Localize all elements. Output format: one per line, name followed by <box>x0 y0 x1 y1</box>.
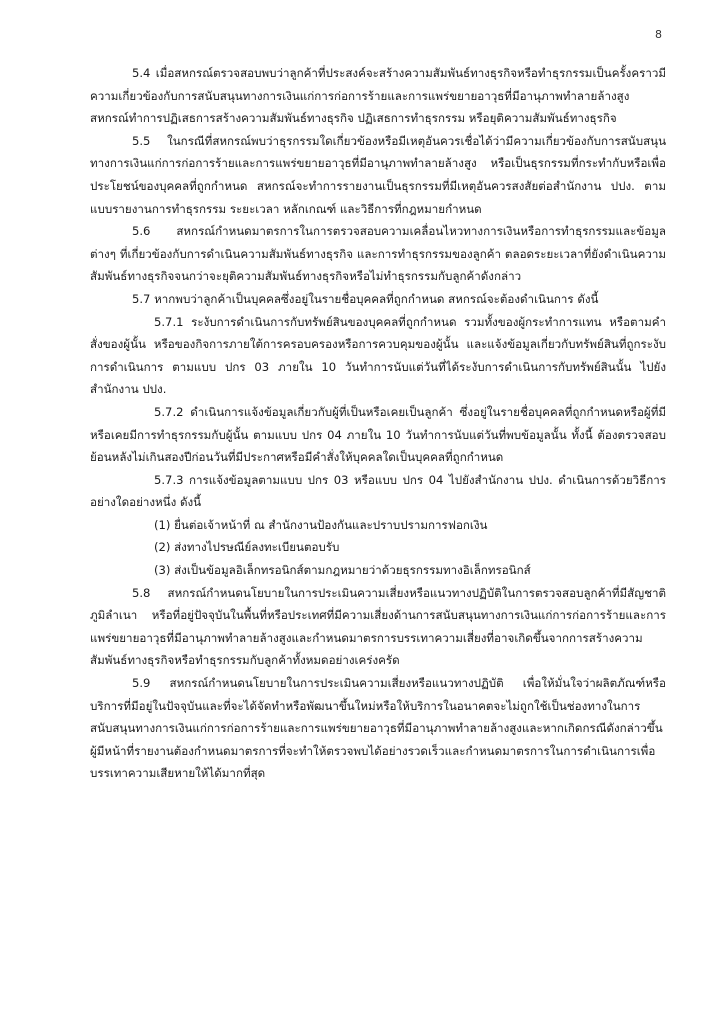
paragraph-5-8: 5.8 สหกรณ์กำหนดนโยบายในการประเมินความเสี่ยงหรือแนวทางปฏิบัติในการตรวจสอบลูกค้าที่มีสัญชาติ ภูมิลำเนา หรือที่อยู่ปัจจุบันในพื้นที่หรือประเทศที่มีความเสี่ยงด้านการสนับสนุนทางการเงินแก่การก่อการร้ายและการแพร่ขยายอาวุธที่มีอานุภาพทำลายล้างสูงและกำหนดมาตรการบรรเทาความเสี่ยงที่อาจเกิดขึ้นจากการสร้างความสัมพันธ์ทางธุรกิจหรือทำธุรกรรมกับลูกค้าทั้งหมดอย่างเคร่งครัด <box>90 585 666 668</box>
paragraph-5-9: 5.9 สหกรณ์กำหนดนโยบายในการประเมินความเสี่ยงหรือแนวทางปฏิบัติ เพื่อให้มั่นใจว่าผลิตภัณฑ์หรือบริการที่มีอยู่ในปัจจุบันและที่จะได้จัดทำหรือพัฒนาขึ้นใหม่หรือให้บริการในอนาคตจะไม่ถูกใช้เป็นช่องทางในการสนับสนุนทางการเงินแก่การก่อการร้ายและการแพร่ขยายอาวุธที่มีอานุภาพทำลายล้างสูงและหากเกิดกรณีดังกล่าวขึ้นผู้มีหน้าที่รายงานต้องกำหนดมาตรการที่จะทำให้ตรวจพบได้อย่างรวดเร็วและกำหนดมาตรการในการดำเนินการเพื่อบรรเทาความเสียหายให้ได้มากที่สุด <box>90 676 666 781</box>
paragraph-5-7-1: 5.7.1 ระงับการดำเนินการกับทรัพย์สินของบุคคลที่ถูกกำหนด รวมทั้งของผู้กระทำการแทน หรือตามคำสั่งของผู้นั้น หรือของกิจการภายใต้การครอบครองหรือการควบคุมของผู้นั้น และแจ้งข้อมูลเกี่ยวกับทรัพย์สินที่ถูกระงับการดำเนินการ ตามแบบ ปกร 03 ภายใน 10 วันทำการนับแต่วันที่ได้ระงับการดำเนินการกับทรัพย์สินนั้น ไปยังสำนักงาน ปปง. <box>90 314 666 397</box>
paragraph-5-7: 5.7 หากพบว่าลูกค้าเป็นบุคคลซึ่งอยู่ในรายชื่อบุคคลที่ถูกกำหนด สหกรณ์จะต้องดำเนินการ ดังนี้ <box>132 291 599 306</box>
list-item-3: (3) ส่งเป็นข้อมูลอิเล็กทรอนิกส์ตามกฎหมายว่าด้วยธุรกรรมทางอิเล็กทรอนิกส์ <box>154 563 531 578</box>
list-item-1: (1) ยื่นต่อเจ้าหน้าที่ ณ สำนักงานป้องกันและปราบปรามการฟอกเงิน <box>154 517 488 532</box>
paragraph-5-4: 5.4 เมื่อสหกรณ์ตรวจสอบพบว่าลูกค้าที่ประสงค์จะสร้างความสัมพันธ์ทางธุรกิจหรือทำธุรกรรมเป็นครั้งคราวมีความเกี่ยวข้องกับการสนับสนุนทางการเงินแก่การก่อการร้ายและการแพร่ขยายอาวุธที่มีอานุภาพทำลายล้างสูง สหกรณ์ทำการปฏิเสธการสร้างความสัมพันธ์ทางธุรกิจ ปฏิเสธการทำธุรกรรม หรือยุติความสัมพันธ์ทางธุรกิจ <box>90 66 666 126</box>
list-item-2: (2) ส่งทางไปรษณีย์ลงทะเบียนตอบรับ <box>154 540 340 555</box>
document-body <box>90 62 666 785</box>
page-number: 8 <box>655 28 662 41</box>
paragraph-5-5: 5.5 ในกรณีที่สหกรณ์พบว่าธุรกรรมใดเกี่ยวข้องหรือมีเหตุอันควรเชื่อได้ว่ามีความเกี่ยวข้องกับการสนับสนุนทางการเงินแก่การก่อการร้ายและการแพร่ขยายอาวุธที่มีอานุภาพทำลายล้างสูง หรือเป็นธุรกรรมที่กระทำกับหรือเพื่อประโยชน์ของบุคคลที่ถูกกำหนด สหกรณ์จะทำการรายงานเป็นธุรกรรมที่มีเหตุอันควรสงสัยต่อสำนักงาน ปปง. ตามแบบรายงานการทำธุรกรรม ระยะเวลา หลักเกณฑ์ และวิธีการที่กฎหมายกำหนด <box>90 133 666 216</box>
paragraph-5-6: 5.6 สหกรณ์กำหนดมาตรการในการตรวจสอบความเคลื่อนไหวทางการเงินหรือการทำธุรกรรมและข้อมูลต่างๆ ที่เกี่ยวข้องกับการดำเนินความสัมพันธ์ทางธุรกิจ และการทำธุรกรรมของลูกค้า ตลอดระยะเวลาที่ยังดำเนินความสัมพันธ์ทางธุรกิจจนกว่าจะยุติความสัมพันธ์ทางธุรกิจหรือไม่ทำธุรกรรมกับลูกค้าดังกล่าว <box>90 224 666 284</box>
paragraph-5-7-3: 5.7.3 การแจ้งข้อมูลตามแบบ ปกร 03 หรือแบบ ปกร 04 ไปยังสำนักงาน ปปง. ดำเนินการด้วยวิธีการอย่างใดอย่างหนึ่ง ดังนี้ <box>90 472 666 510</box>
paragraph-5-7-2: 5.7.2 ดำเนินการแจ้งข้อมูลเกี่ยวกับผู้ที่เป็นหรือเคยเป็นลูกค้า ซึ่งอยู่ในรายชื่อบุคคลที่ถูกกำหนดหรือผู้ที่มีหรือเคยมีการทำธุรกรรมกับผู้นั้น ตามแบบ ปกร 04 ภายใน 10 วันทำการนับแต่วันที่พบข้อมูลนั้น ทั้งนี้ ต้องตรวจสอบย้อนหลังไม่เกินสองปีก่อนวันที่มีประกาศหรือมีคำสั่งให้บุคคลใดเป็นบุคคลที่ถูกกำหนด <box>90 404 666 465</box>
